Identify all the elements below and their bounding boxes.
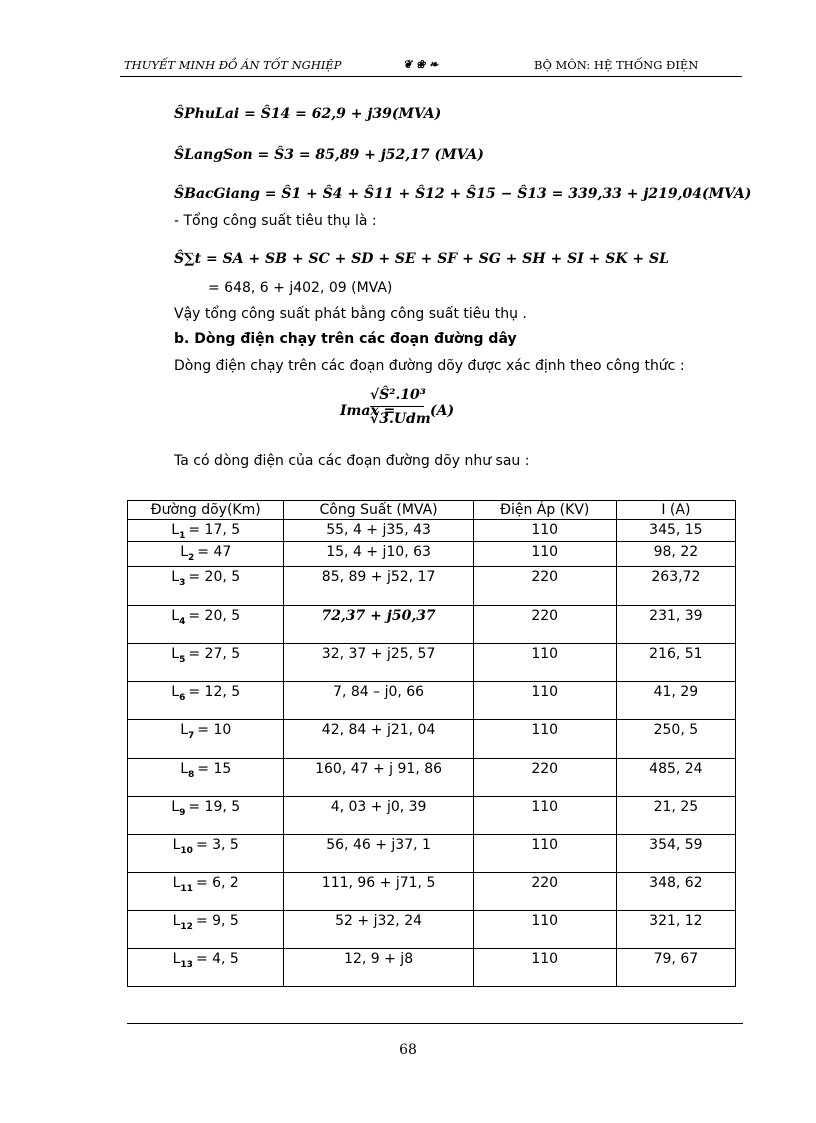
- header-department: BỘ MÔN: HỆ THỐNG ĐIỆN: [534, 58, 699, 72]
- equation-phu-lai: ŜPhuLai = Ŝ14 = 62,9 + j39(MVA): [174, 106, 442, 122]
- cell-voltage: 110: [473, 796, 616, 834]
- cell-power: 52 + j32, 24: [284, 910, 473, 948]
- line-length: = 20, 5: [188, 607, 241, 624]
- line-label: L: [171, 645, 180, 662]
- table-intro: Ta có dòng điện của các đoạn đường dõy như sau :: [174, 453, 530, 469]
- cell-line: [128, 566, 284, 605]
- cell-voltage: 110: [473, 948, 616, 986]
- cell-line: [128, 681, 284, 719]
- table-row: [128, 948, 736, 986]
- cell-current: 41, 29: [616, 681, 735, 719]
- table-row: [128, 643, 736, 681]
- line-label: L: [171, 522, 180, 538]
- cell-voltage: 110: [473, 541, 616, 566]
- cell-power: 15, 4 + j10, 63: [284, 541, 473, 566]
- cell-current: 231, 39: [616, 605, 735, 643]
- line-length: = 6, 2: [195, 874, 239, 891]
- cell-voltage: 110: [473, 643, 616, 681]
- line-index: 5: [179, 654, 186, 665]
- cell-current: 345, 15: [616, 520, 735, 542]
- line-label: L: [171, 798, 180, 815]
- line-label: L: [172, 950, 181, 967]
- equation-total-result: = 648, 6 + j402, 09 (MVA): [208, 280, 393, 296]
- line-index: 3: [179, 577, 186, 588]
- line-length: = 3, 5: [195, 836, 239, 853]
- cell-current: 485, 24: [616, 758, 735, 796]
- cell-power: 111, 96 + j71, 5: [284, 872, 473, 910]
- cell-line: [128, 541, 284, 566]
- cell-power: 42, 84 + j21, 04: [284, 719, 473, 758]
- col-header-current: I (A): [616, 501, 735, 520]
- line-length: = 17, 5: [188, 522, 241, 538]
- equation-lang-son: ŜLangSon = Ŝ3 = 85,89 + j52,17 (MVA): [174, 147, 484, 163]
- line-index: 12: [180, 921, 193, 932]
- line-index: 4: [179, 616, 186, 627]
- line-label: L: [171, 568, 180, 585]
- line-length: = 10: [197, 721, 232, 738]
- cell-line: [128, 910, 284, 948]
- line-length: = 4, 5: [195, 950, 239, 967]
- section-heading: b. Dòng điện chạy trên các đoạn đường dây: [174, 331, 517, 347]
- table-header-row: [128, 501, 736, 520]
- line-index: 13: [180, 959, 193, 970]
- cell-current: 263,72: [616, 566, 735, 605]
- cell-line: [128, 872, 284, 910]
- line-label: L: [180, 760, 188, 777]
- line-index: 8: [188, 769, 195, 780]
- line-label: L: [172, 836, 181, 853]
- cell-power: 12, 9 + j8: [284, 948, 473, 986]
- cell-voltage: 110: [473, 719, 616, 758]
- table-row: [128, 796, 736, 834]
- cell-voltage: 110: [473, 834, 616, 872]
- header-ornament: ❦ ❀ ❧: [403, 58, 439, 71]
- cell-power: 160, 47 + j 91, 86: [284, 758, 473, 796]
- line-length: = 20, 5: [188, 568, 241, 585]
- line-index: 7: [188, 730, 195, 741]
- cell-current: 98, 22: [616, 541, 735, 566]
- line-label: L: [172, 912, 181, 929]
- cell-power: 56, 46 + j37, 1: [284, 834, 473, 872]
- cell-current: 354, 59: [616, 834, 735, 872]
- table-row: [128, 834, 736, 872]
- cell-voltage: 110: [473, 681, 616, 719]
- total-consumption-label: - Tổng công suất tiêu thụ là :: [174, 213, 377, 229]
- cell-current: 321, 12: [616, 910, 735, 948]
- conclusion-text: Vậy tổng công suất phát bằng công suất tiêu thụ .: [174, 306, 527, 322]
- cell-line: [128, 948, 284, 986]
- line-label: L: [172, 874, 181, 891]
- table-row: [128, 758, 736, 796]
- table-row: [128, 566, 736, 605]
- cell-line: [128, 719, 284, 758]
- line-length: = 47: [197, 543, 232, 560]
- cell-current: 348, 62: [616, 872, 735, 910]
- line-index: 10: [180, 845, 193, 856]
- col-header-power: Công Suất (MVA): [284, 501, 473, 520]
- cell-voltage: 220: [473, 566, 616, 605]
- cell-line: [128, 605, 284, 643]
- line-label: L: [180, 543, 188, 560]
- cell-voltage: 110: [473, 520, 616, 542]
- line-length: = 27, 5: [188, 645, 241, 662]
- cell-line: [128, 796, 284, 834]
- cell-power: 4, 03 + j0, 39: [284, 796, 473, 834]
- equation-bac-giang: ŜBacGiang = Ŝ1 + Ŝ4 + Ŝ11 + Ŝ12 + Ŝ15 − Ŝ13 = 339,33 + j219,04(MVA): [174, 186, 752, 202]
- formula-numerator: √Ŝ².10³: [370, 387, 426, 403]
- cell-voltage: 110: [473, 910, 616, 948]
- line-length: = 19, 5: [188, 798, 241, 815]
- table-row: [128, 872, 736, 910]
- cell-power: 32, 37 + j25, 57: [284, 643, 473, 681]
- cell-current: 21, 25: [616, 796, 735, 834]
- table-row: [128, 910, 736, 948]
- equation-total: Ŝ∑t = SA + SB + SC + SD + SE + SF + SG + SH + SI + SK + SL: [174, 251, 669, 267]
- cell-line: [128, 520, 284, 542]
- table-row: [128, 719, 736, 758]
- line-index: 1: [179, 530, 186, 541]
- line-index: 11: [180, 883, 193, 894]
- cell-voltage: 220: [473, 758, 616, 796]
- cell-power: 72,37 + j50,37: [284, 605, 473, 643]
- line-length: = 12, 5: [188, 683, 241, 700]
- table-row: [128, 605, 736, 643]
- cell-power: 85, 89 + j52, 17: [284, 566, 473, 605]
- line-label: L: [171, 607, 180, 624]
- col-header-line: Đường dõy(Km): [128, 501, 284, 520]
- line-length: = 15: [197, 760, 232, 777]
- section-intro: Dòng điện chạy trên các đoạn đường dõy được xác định theo công thức :: [174, 358, 685, 374]
- cell-power: 55, 4 + j35, 43: [284, 520, 473, 542]
- line-current-table: [127, 500, 736, 987]
- line-label: L: [171, 683, 180, 700]
- cell-voltage: 220: [473, 872, 616, 910]
- page-header: [120, 54, 742, 77]
- formula-denominator: √3.Udm: [370, 411, 431, 427]
- cell-current: 216, 51: [616, 643, 735, 681]
- cell-power: 7, 84 – j0, 66: [284, 681, 473, 719]
- line-label: L: [180, 721, 188, 738]
- line-index: 9: [179, 807, 186, 818]
- footer-divider: [127, 1023, 743, 1024]
- header-title: THUYẾT MINH ĐỒ ÁN TỐT NGHIỆP: [124, 58, 342, 72]
- formula-lhs: Imax =: [340, 403, 396, 419]
- table-row: [128, 541, 736, 566]
- cell-current: 79, 67: [616, 948, 735, 986]
- line-index: 2: [188, 552, 195, 563]
- page-number: 68: [399, 1042, 417, 1058]
- line-index: 6: [179, 692, 186, 703]
- cell-voltage: 220: [473, 605, 616, 643]
- cell-line: [128, 758, 284, 796]
- cell-line: [128, 643, 284, 681]
- table-row: [128, 520, 736, 542]
- cell-current: 250, 5: [616, 719, 735, 758]
- formula-fraction: [370, 384, 431, 429]
- formula-unit: (A): [430, 403, 455, 419]
- cell-line: [128, 834, 284, 872]
- col-header-voltage: Điện Áp (KV): [473, 501, 616, 520]
- table-row: [128, 681, 736, 719]
- line-length: = 9, 5: [195, 912, 239, 929]
